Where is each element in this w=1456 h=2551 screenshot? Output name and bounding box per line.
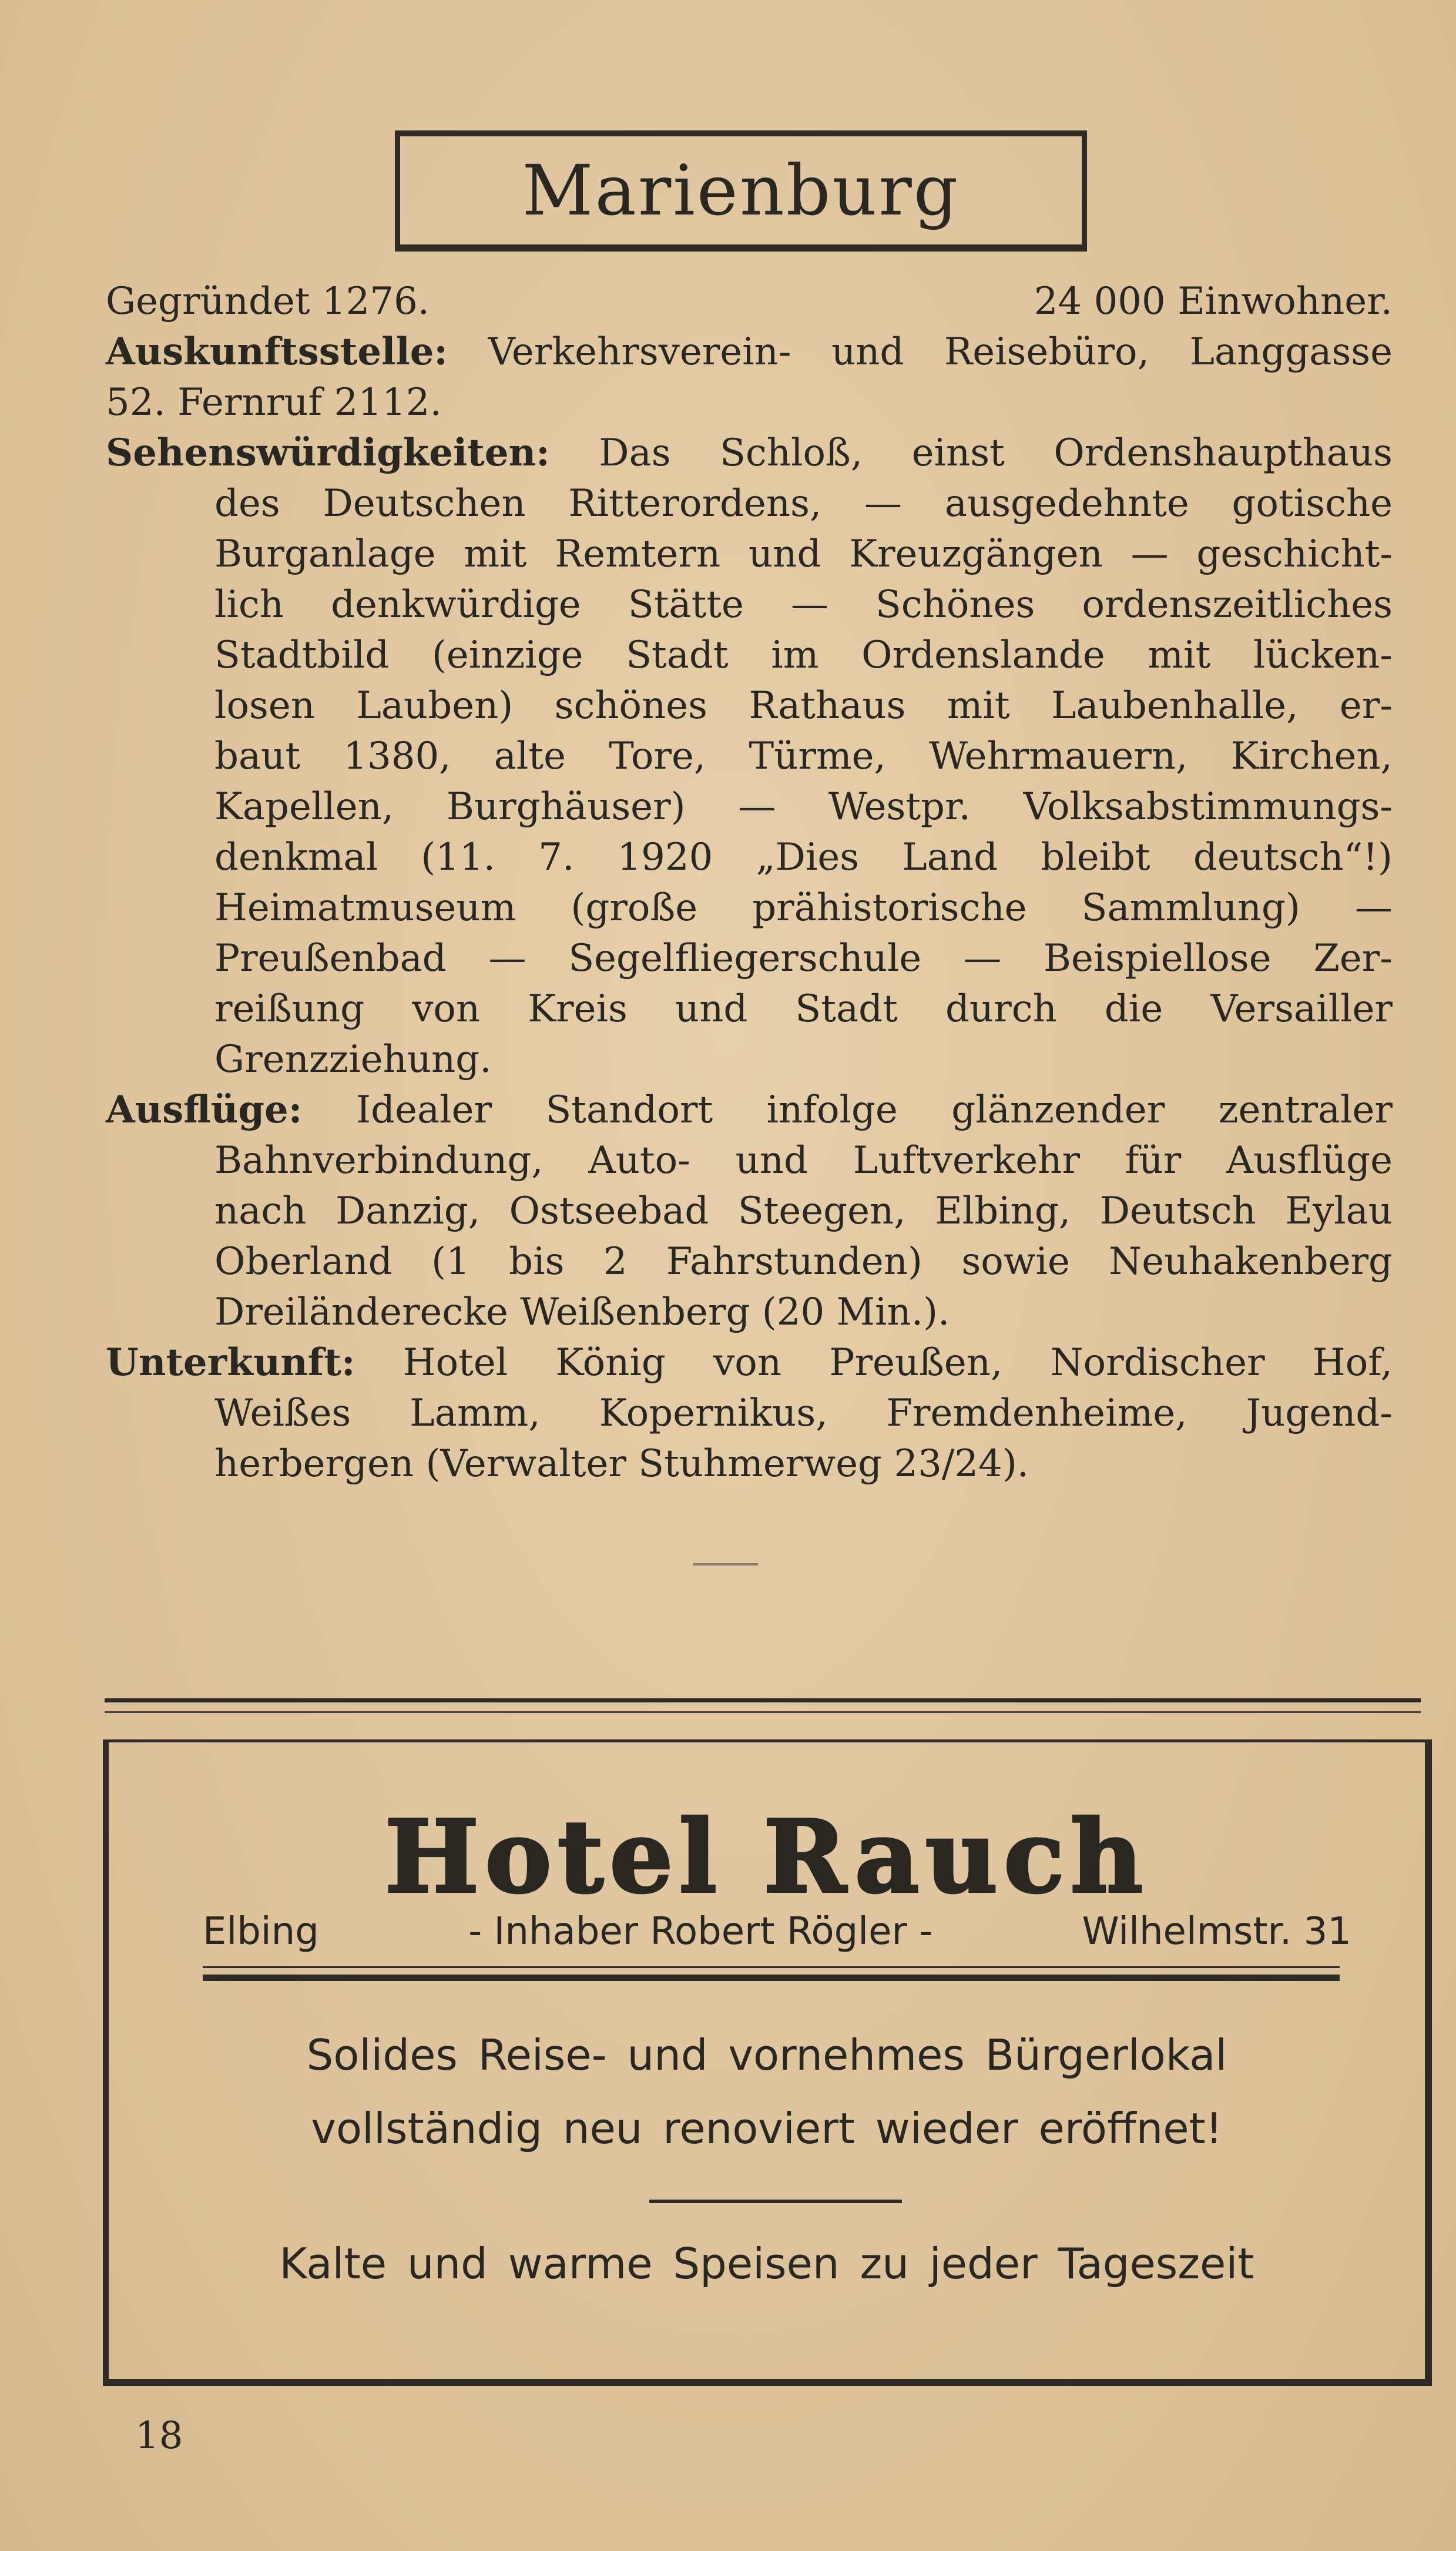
text-line: lich denkwürdige Stätte — Schönes ordenszeitliches [214, 583, 1393, 626]
info-label: Auskunftsstelle: [106, 330, 448, 374]
trips-label: Ausflüge: [106, 1088, 303, 1132]
ad-rule-thick [203, 1975, 1340, 1981]
text-line: herbergen (Verwalter Stuhmerweg 23/24). [214, 1442, 1029, 1486]
lodging-entry [106, 1337, 1393, 1489]
info-entry [106, 327, 1393, 428]
ad-line-3: Kalte und warme Speisen zu jeder Tageszeit [279, 2239, 1254, 2288]
founded-text: Gegründet 1276. [106, 280, 430, 323]
text-line: Stadtbild (einzige Stadt im Ordenslande mit lücken- [214, 633, 1393, 677]
text-line: Kapellen, Burghäuser) — Westpr. Volksabstimmungs- [214, 785, 1393, 829]
info-line1: Verkehrsverein- und Reisebüro, Langgasse [488, 330, 1393, 374]
text-line: Weißes Lamm, Kopernikus, Fremdenheime, Jugend- [214, 1392, 1393, 1435]
info-line2: 52. Fernruf 2112. [106, 381, 442, 424]
founded-row [106, 276, 1393, 327]
end-dash [693, 1563, 758, 1566]
text-line: baut 1380, alte Tore, Türme, Wehrmauern, Kirchen, [214, 735, 1393, 778]
text-line: Bahnverbindung, Auto- und Luftverkehr für Ausflüge [214, 1139, 1393, 1182]
sights-entry [106, 428, 1393, 1085]
lodging-label: Unterkunft: [106, 1340, 355, 1385]
text-line: Burganlage mit Remtern und Kreuzgängen — geschicht- [214, 532, 1393, 576]
page-title: Marienburg [522, 150, 960, 231]
page-number: 18 [135, 2414, 183, 2458]
population-text: 24 000 Einwohner. [1034, 280, 1393, 323]
text-line: losen Lauben) schönes Rathaus mit Laubenhalle, er- [214, 684, 1393, 728]
trips-entry [106, 1085, 1393, 1337]
text-line: Heimatmuseum (große prähistorische Sammlung) — [214, 886, 1393, 930]
ad-city: Elbing [203, 1910, 319, 1953]
ad-owner: - Inhaber Robert Rögler - [468, 1910, 933, 1953]
text-line: nach Danzig, Ostseebad Steegen, Elbing, Deutsch Eylau [214, 1189, 1393, 1233]
text-line: reißung von Kreis und Stadt durch die Versailler [214, 987, 1393, 1031]
ad-short-rule [649, 2200, 902, 2203]
sights-label: Sehenswürdigkeiten: [106, 431, 550, 475]
title-box [395, 130, 1087, 252]
text-line: Preußenbad — Segelfliegerschule — Beispiellose Zer- [214, 937, 1393, 980]
ad-address: Wilhelmstr. 31 [1082, 1910, 1351, 1953]
town-info-text [106, 276, 1393, 1489]
separator-rule-thin [105, 1711, 1421, 1713]
separator-rule [105, 1698, 1421, 1702]
trips-first-line: Idealer Standort infolge glänzender zentraler [355, 1088, 1393, 1132]
ad-line-1: Solides Reise- und vornehmes Bürgerlokal [306, 2030, 1227, 2080]
ad-hotel-name: Hotel Rauch [384, 1798, 1149, 1916]
hotel-advertisement [103, 1739, 1432, 2386]
text-line: Oberland (1 bis 2 Fahrstunden) sowie Neuhakenberg [214, 1240, 1393, 1283]
ad-subline [203, 1910, 1351, 1953]
text-line: Grenzziehung. [214, 1038, 492, 1081]
text-line: des Deutschen Ritterordens, — ausgedehnte gotische [214, 482, 1393, 525]
ad-rule-thin [203, 1966, 1340, 1968]
text-line: Dreiländerecke Weißenberg (20 Min.). [214, 1290, 950, 1334]
text-line: denkmal (11. 7. 1920 „Dies Land bleibt deutsch“!) [214, 836, 1393, 879]
ad-line-2: vollständig neu renoviert wieder eröffnet! [311, 2104, 1223, 2153]
lodging-first-line: Hotel König von Preußen, Nordischer Hof, [402, 1341, 1393, 1385]
sights-first-line: Das Schloß, einst Ordenshaupthaus [599, 431, 1393, 475]
